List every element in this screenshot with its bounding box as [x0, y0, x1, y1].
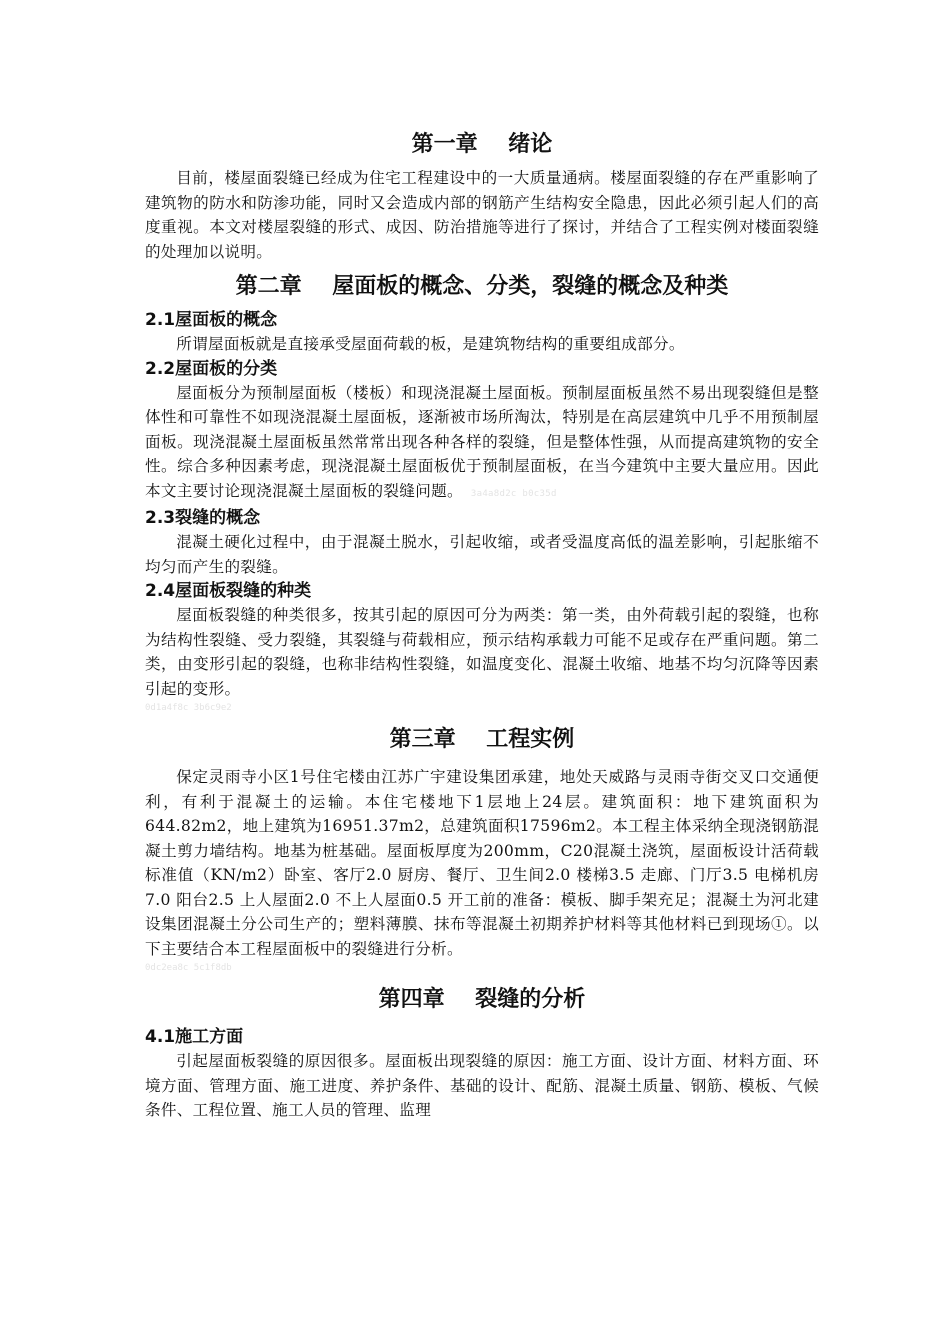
section-2-2-text: 屋面板分为预制屋面板（楼板）和现浇混凝土屋面板。预制屋面板虽然不易出现裂缝但是整体性和可靠性不如现浇混凝土屋面板，逐渐被市场所淘汰，特别是在高层建筑中几乎不用预制屋面板。现浇混凝土屋面板虽然常常出现各种各样的裂缝，但是整体性强，从而提高建筑物的安全性。综合多种因素考虑，现浇混凝土屋面板优于预制屋面板，在当今建筑中主要大量应用。因此本文主要讨论现浇混凝土屋面板的裂缝问题。: [145, 383, 819, 500]
section-2-2-paragraph: [145, 381, 819, 507]
chapter-3-title: 第三章 工程实例: [389, 727, 575, 752]
chapter-2-title: 第二章 屋面板的概念、分类，裂缝的概念及种类: [235, 274, 729, 299]
section-2-4-paragraph: 屋面板裂缝的种类很多，按其引起的原因可分为两类：第一类，由外荷载引起的裂缝，也称为结构性裂缝、受力裂缝，其裂缝与荷载相应，预示结构承载力可能不足或存在严重问题。第二类，由变形引起的裂缝，也称非结构性裂缝，如温度变化、混凝土收缩、地基不均匀沉降等因素引起的变形。: [145, 606, 819, 698]
watermark-line-2: 0d1a4f8c 3b6c9e2: [145, 703, 232, 713]
section-2-2-heading: 2.2屋面板的分类: [145, 358, 278, 379]
section-2-1-paragraph: 所谓屋面板就是直接承受屋面荷载的板，是建筑物结构的重要组成部分。: [176, 335, 685, 353]
section-2-4-heading: 2.4屋面板裂缝的种类: [145, 581, 312, 601]
watermark-inline-1: 3a4a8d2c b0c35d: [470, 488, 557, 499]
section-2-3-paragraph: 混凝土硬化过程中，由于混凝土脱水，引起收缩，或者受温度高低的温差影响，引起胀缩不均匀而产生的裂缝。: [145, 533, 819, 576]
section-4-1-paragraph: 引起屋面板裂缝的原因很多。屋面板出现裂缝的原因：施工方面、设计方面、材料方面、环境方面、管理方面、施工进度、养护条件、基础的设计、配筋、混凝土质量、钢筋、模板、气候条件、工程位置、施工人员的管理、监理: [145, 1052, 819, 1119]
document-body: [145, 128, 819, 1123]
chapter-3-paragraph: 保定灵雨寺小区1号住宅楼由江苏广宇建设集团承建，地处天威路与灵雨寺街交叉口交通便利，有利于混凝土的运输。本住宅楼地下1层地上24层。建筑面积：地下建筑面积为644.82m2，地上建筑为16951.37m2，总建筑面积17596m2。本工程主体采纳全现浇钢筋混凝土剪力墙结构。地基为桩基础。屋面板厚度为200mm，C20混凝土浇筑，屋面板设计活荷载标准值（KN/m2）卧室、客厅2.0 厨房、餐厅、卫生间2.0 楼梯3.5 走廊、门厅3.5 电梯机房7.0 阳台2.5 上人屋面2.0 不上人屋面0.5 开工前的准备：模板、脚手架充足；混凝土为河北建设集团混凝土分公司生产的；塑料薄膜、抹布等混凝土初期养护材料等其他材料已到现场①。以下主要结合本工程屋面板中的裂缝进行分析。: [145, 768, 819, 958]
section-2-3-heading: 2.3裂缝的概念: [145, 508, 261, 528]
chapter-1-paragraph: 目前，楼屋面裂缝已经成为住宅工程建设中的一大质量通病。楼屋面裂缝的存在严重影响了建筑物的防水和防渗功能，同时又会造成内部的钢筋产生结构安全隐患，因此必须引起人们的高度重视。本文对楼屋裂缝的形式、成因、防治措施等进行了探讨，并结合了工程实例对楼面裂缝的处理加以说明。: [145, 169, 819, 261]
section-2-1-heading: 2.1屋面板的概念: [145, 310, 278, 330]
chapter-1-title: 第一章 绪论: [411, 132, 553, 157]
section-4-1-heading: 4.1施工方面: [145, 1027, 244, 1047]
watermark-line-3: 0dc2ea8c 5c1f8db: [145, 963, 232, 973]
chapter-4-title: 第四章 裂缝的分析: [378, 987, 586, 1012]
